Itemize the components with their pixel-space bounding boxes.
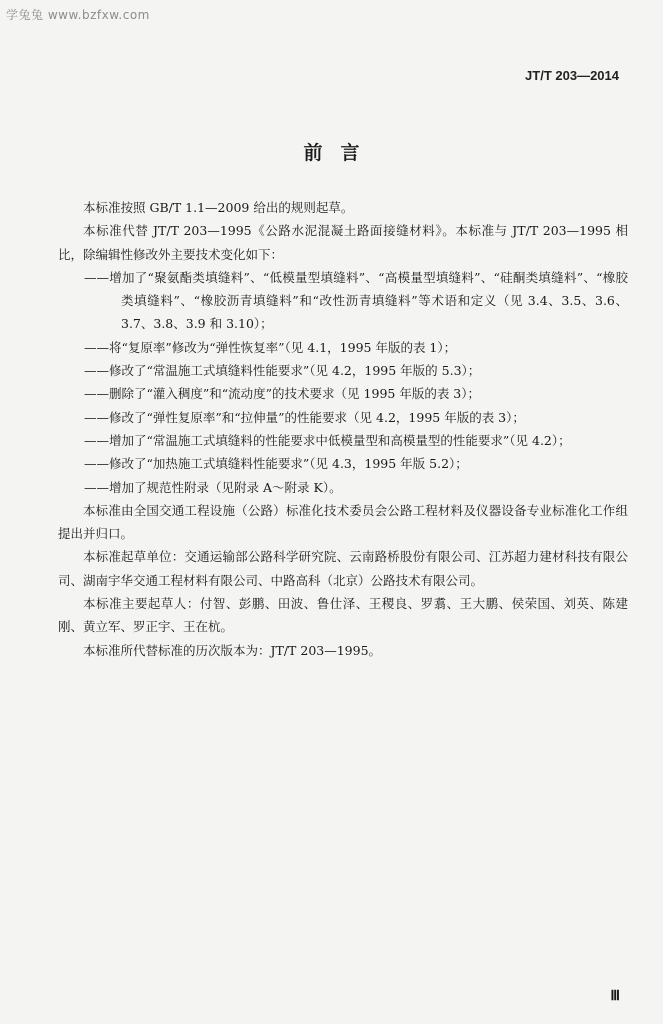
paragraph-replacement: 本标准代替 JT/T 203—1995《公路水泥混凝土路面接缝材料》。本标准与 JT/T 203—1995 相比，除编辑性修改外主要技术变化如下： bbox=[58, 223, 628, 262]
change-item: ——增加了“聚氨酯类填缝料”、“低模量型填缝料”、“高模量型填缝料”、“硅酮类填缝料”、“橡胶类填缝料”、“橡胶沥青填缝料”和“改性沥青填缝料”等术语和定义（见 3.4、3.5、3.6、3.7、3.8、3.9 和 3.10）； bbox=[84, 269, 628, 332]
change-item: ——修改了“加热施工式填缝料性能要求”（见 4.3，1995 年版 5.2）； bbox=[84, 456, 468, 472]
standard-code: JT/T 203—2014 bbox=[525, 68, 619, 83]
paragraph-drafting-rule: 本标准按照 GB/T 1.1—2009 给出的规则起草。 bbox=[83, 200, 354, 215]
document-body bbox=[58, 196, 628, 662]
change-item: ——增加了规范性附录（见附录 A～附录 K）。 bbox=[84, 479, 342, 495]
site-watermark: 学兔兔 www.bzfxw.com bbox=[6, 8, 150, 22]
page-number: Ⅲ bbox=[610, 989, 619, 1004]
paragraph-previous-versions: 本标准所代替标准的历次版本为：JT/T 203—1995。 bbox=[83, 642, 382, 658]
change-item: ——修改了“弹性复原率”和“拉伸量”的性能要求（见 4.2，1995 年版的表 3）； bbox=[84, 409, 525, 425]
paragraph-drafters: 本标准主要起草人：付智、彭鹏、田波、鲁仕泽、王稷良、罗翥、王大鹏、侯荣国、刘英、陈建刚、黄立军、罗正宇、王在杭。 bbox=[58, 596, 628, 635]
change-item: ——修改了“常温施工式填缝料性能要求”（见 4.2，1995 年版的 5.3）； bbox=[84, 363, 481, 379]
paragraph-drafting-units: 本标准起草单位：交通运输部公路科学研究院、云南路桥股份有限公司、江苏超力建材科技有限公司、湖南宇华交通工程材料有限公司、中路高科（北京）公路技术有限公司。 bbox=[58, 549, 628, 588]
paragraph-proposer: 本标准由全国交通工程设施（公路）标准化技术委员会公路工程材料及仪器设备专业标准化工作组提出并归口。 bbox=[58, 502, 628, 542]
change-item: ——将“复原率”修改为“弹性恢复率”（见 4.1，1995 年版的表 1）； bbox=[84, 339, 457, 355]
page-title: 前言 bbox=[303, 142, 378, 164]
change-item: ——删除了“灌入稠度”和“流动度”的技术要求（见 1995 年版的表 3）； bbox=[84, 386, 480, 402]
change-item: ——增加了“常温施工式填缝料的性能要求中低模量型和高模量型的性能要求”（见 4.2）； bbox=[84, 432, 571, 448]
